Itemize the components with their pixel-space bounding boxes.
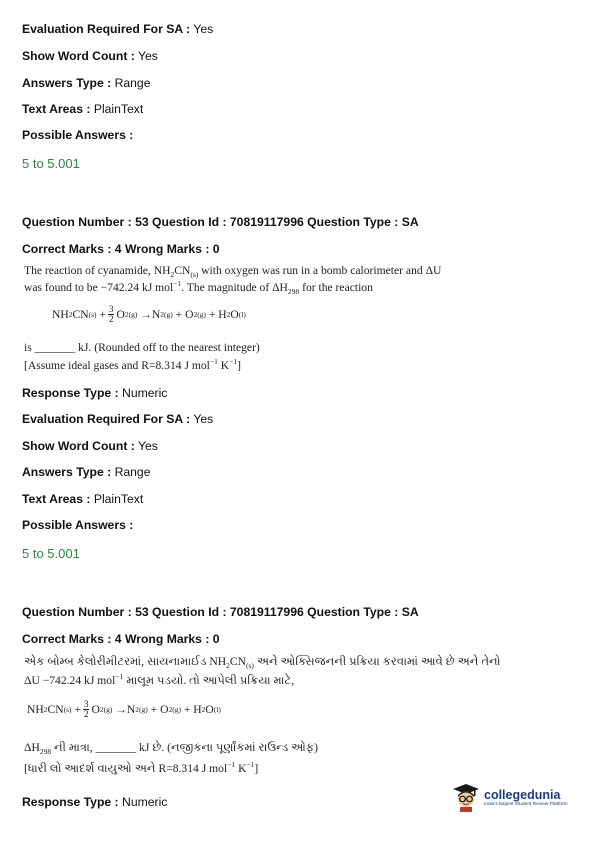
word-count-row: [22, 49, 158, 63]
possible-answers-label: Possible Answers :: [22, 518, 134, 532]
text-areas-row: [22, 492, 143, 506]
word-count-value: Yes: [138, 439, 158, 453]
response-type-label: Response Type :: [22, 386, 119, 400]
text-areas-label: Text Areas :: [22, 102, 91, 116]
answers-type-label: Answers Type :: [22, 465, 112, 479]
text-areas-row: [22, 102, 143, 116]
eval-required-row: [22, 22, 213, 36]
marks-line: Correct Marks : 4 Wrong Marks : 0: [22, 242, 220, 256]
reaction-equation: NH 2 CN (s) + $\frac{3}{2}$ O 2 (g) →N 2 (g) + O 2 (g) + H 2 O (l): [52, 304, 246, 324]
response-type-value: Numeric: [122, 795, 168, 809]
word-count-label: Show Word Count :: [22, 439, 135, 453]
text-areas-label: Text Areas :: [22, 492, 91, 506]
gujarati-text-line-1: એક બોમ્બ કેલોરીમીટરમાં, સાયનામાઈડ $NH_2CN_{(s)}$ અને ઓક્સિજનની પ્રક્રિયા કરવામાં આવે છે અને તેનો: [24, 655, 501, 670]
marks-line: Correct Marks : 4 Wrong Marks : 0: [22, 632, 220, 646]
answers-type-row: [22, 76, 151, 90]
gujarati-text-line-2: ΔU −742.24 kJ mol$^{-1}$ માલૂમ પડયો. તો આપેલી પ્રક્રિયા માટે,: [24, 672, 295, 687]
eval-required-value: Yes: [193, 22, 214, 36]
response-type-label: Response Type :: [22, 795, 119, 809]
answers-type-value: Range: [114, 76, 151, 90]
eval-required-row: [22, 412, 213, 426]
gujarati-text-line-4: [ધારી લો આદર્શ વાયુઓ અને R=8.314 J mol$^{-1}$ $K^{-1}$]: [24, 760, 259, 775]
fraction-three-halves: $\frac{3}{2}$: [83, 699, 89, 719]
question-text-line-3: is _______ kJ. (Rounded off to the nearest integer): [24, 341, 260, 354]
collegedunia-logo: [452, 780, 572, 814]
word-count-label: Show Word Count :: [22, 49, 135, 63]
question-text-line-2: was found to be −742.24 kJ mol$^{-1}$. The magnitude of $\Delta H_{298}$ for the reaction: [24, 279, 373, 296]
logo-brand-text: collegedunia: [484, 787, 561, 802]
possible-answers-value: 5 to 5.001: [22, 156, 80, 171]
graduate-mascot-icon: [452, 782, 480, 812]
word-count-row: [22, 439, 158, 453]
eval-required-label: Evaluation Required For SA :: [22, 412, 191, 426]
response-type-row: [22, 386, 167, 400]
word-count-value: Yes: [138, 49, 158, 63]
text-areas-value: PlainText: [93, 492, 144, 506]
possible-answers-value: 5 to 5.001: [22, 546, 80, 561]
response-type-value: Numeric: [122, 386, 168, 400]
text-areas-value: PlainText: [93, 102, 144, 116]
answers-type-value: Range: [114, 465, 151, 479]
logo-tagline: India's largest Student Review Platform: [484, 801, 568, 807]
gujarati-text-line-3: $\Delta H_{298}$ ની માત્રા, _______ kJ છે. (નજીકના પૂર્ણાંકમાં રાઉન્ડ ઓફ): [24, 741, 319, 756]
possible-answers-row: [22, 518, 133, 532]
question-text-line-4: [Assume ideal gases and R=8.314 J mol$^{-1}$ $K^{-1}$]: [24, 357, 242, 372]
fraction-three-halves: $\frac{3}{2}$: [108, 304, 114, 324]
answers-type-label: Answers Type :: [22, 76, 112, 90]
eval-required-value: Yes: [193, 412, 214, 426]
question-text-line-1: The reaction of cyanamide, $NH_2CN_{(s)}$ with oxygen was run in a bomb calorimeter and ΔU: [24, 264, 442, 279]
reaction-equation: NH 2 CN (s) + $\frac{3}{2}$ O 2 (g) →N 2 (g) + O 2 (g) + H 2 O (l): [27, 699, 221, 719]
question-header: Question Number : 53 Question Id : 70819117996 Question Type : SA: [22, 605, 419, 619]
answers-type-row: [22, 465, 151, 479]
question-header: Question Number : 53 Question Id : 70819117996 Question Type : SA: [22, 215, 419, 229]
possible-answers-row: [22, 128, 133, 142]
response-type-row: [22, 795, 167, 809]
possible-answers-label: Possible Answers :: [22, 128, 134, 142]
eval-required-label: Evaluation Required For SA :: [22, 22, 191, 36]
